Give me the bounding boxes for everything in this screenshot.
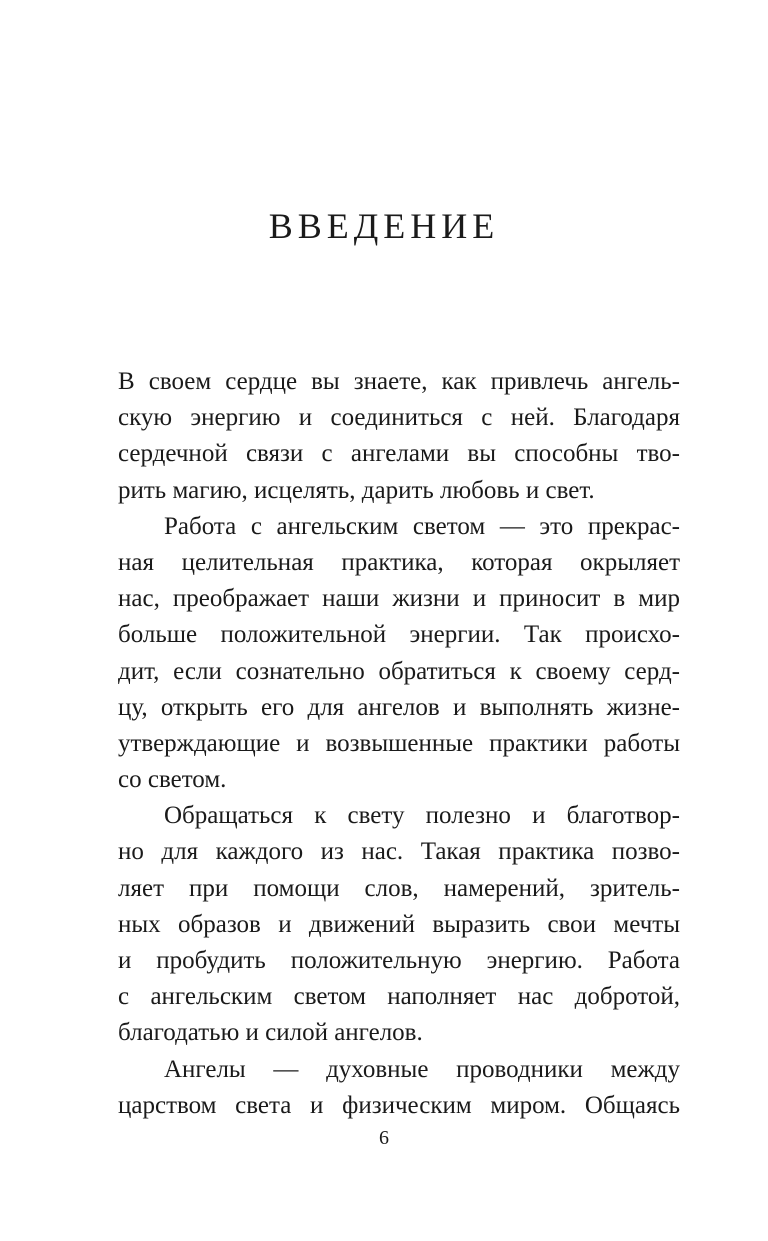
- text-line: но для каждого из нас. Такая практика позво-: [118, 838, 680, 866]
- text-line: дит, если сознательно обратиться к своему серд-: [118, 657, 680, 685]
- text-line: с ангельским светом наполняет нас добротой,: [118, 983, 680, 1011]
- text-line: благодатью и силой ангелов.: [118, 1019, 423, 1047]
- text-line: нас, преображает наши жизни и приносит в мир: [118, 585, 680, 613]
- text-line: В своем сердце вы знаете, как привлечь ангель-: [118, 368, 680, 395]
- text-line: со светом.: [118, 766, 227, 794]
- text-line: сердечной связи с ангелами вы способны тво-: [118, 440, 680, 468]
- text-line: ляет при помощи слов, намерений, зритель-: [118, 874, 680, 902]
- text-line: Работа с ангельским светом — это прекрас-: [164, 512, 680, 540]
- text-line: ных образов и движений выразить свои мечты: [118, 910, 680, 938]
- text-line: ная целительная практика, которая окрыляет: [118, 548, 680, 576]
- text-line: больше положительной энергии. Так происхо-: [118, 621, 680, 649]
- text-line: цу, открыть его для ангелов и выполнять жизне-: [118, 693, 680, 721]
- page-number: 6: [379, 1127, 389, 1149]
- text-line: Ангелы — духовные проводники между: [164, 1055, 680, 1083]
- body-text: [118, 364, 680, 1124]
- text-line: утверждающие и возвышенные практики работы: [118, 729, 680, 757]
- text-line: скую энергию и соединиться с ней. Благодаря: [118, 404, 680, 432]
- chapter-title: ВВЕДЕНИЕ: [268, 206, 500, 246]
- text-line: царством света и физическим миром. Общаясь: [118, 1091, 680, 1119]
- text-line: рить магию, исцелять, дарить любовь и свет.: [118, 476, 595, 504]
- text-line: и пробудить положительную энергию. Работа: [118, 947, 680, 974]
- text-line: Обращаться к свету полезно и благотвор-: [164, 802, 680, 830]
